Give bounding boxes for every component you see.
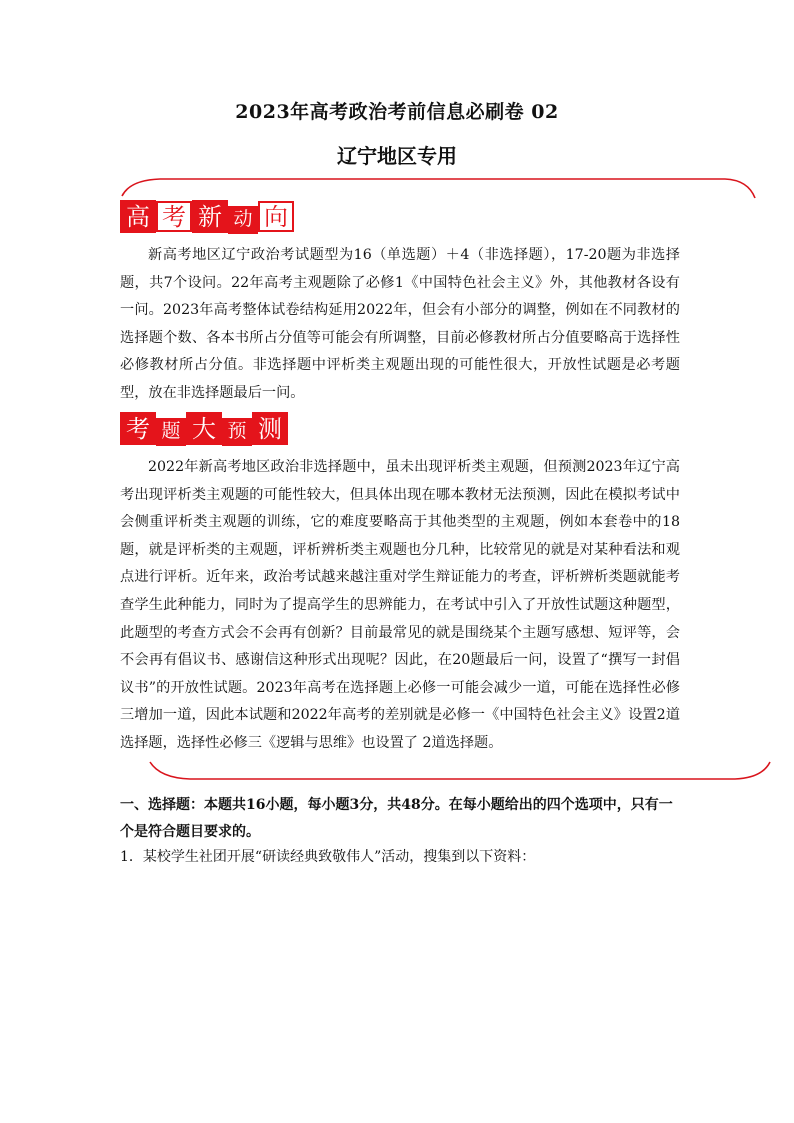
document-subtitle: 辽宁地区专用 [337, 144, 457, 168]
banner-gaokao-xin-dongxiang [120, 200, 294, 233]
question-1: 1．某校学生社团开展“研读经典致敬伟人”活动，搜集到以下资料： [120, 849, 536, 865]
banner-char: 新 [192, 200, 228, 233]
banner-kaoti-da-yuce [120, 412, 288, 445]
banner-char: 预 [222, 418, 252, 446]
banner-char: 考 [120, 412, 156, 445]
choice-section-heading: 一、选择题：本题共16小题，每小题3分，共48分。在每小题给出的四个选项中，只有一个是符合题目要求的。 [120, 797, 673, 840]
frame-top-curve [122, 179, 755, 198]
banner-char: 向 [258, 201, 294, 232]
document-title: 2023年高考政治考前信息必刷卷 02 [235, 101, 559, 123]
banner-char: 测 [252, 412, 288, 445]
banner-char: 题 [156, 418, 186, 446]
banner-char: 大 [186, 412, 222, 445]
banner-char: 考 [156, 201, 192, 232]
section2-paragraph: 2022年新高考地区政治非选择题中，虽未出现评析类主观题，但预测2023年辽宁高考出现评析类主观题的可能性较大，但具体出现在哪本教材无法预测，因此在模拟考试中会侧重评析类主观题的训练，它的难度要略高于其他类型的主观题，例如本套卷中的18题，就是评析类的主观题，评析辨析类主观题也分几种，比较常见的就是对某种看法和观点进行评析。近年来，政治考试越来越注重对学生辩证能力的考查，评析辨析类题就能考查学生此种能力，同时为了提高学生的思辨能力，在考试中引入了开放性试题这种题型，此题型的考查方式会不会再有创新？目前最常见的就是围绕某个主题写感想、短评等，会不会再有倡议书、感谢信这种形式出现呢？因此，在20题最后一问，设置了“撰写一封倡议书”的开放性试题。2023年高考在选择题上必修一可能会减少一道，可能在选择性必修三增加一道，因此本试题和2022年高考的差别就是必修一《中国特色社会主义》设置2道选择题，选择性必修三《逻辑与思维》也设置了 2道选择题。 [120, 459, 680, 751]
section1-paragraph: 新高考地区辽宁政治考试题型为16（单选题）＋4（非选择题），17-20题为非选择题，共7个设问。22年高考主观题除了必修1《中国特色社会主义》外，其他教材各设有一问。2023年高考整体试卷结构延用2022年，但会有小部分的调整，例如在不同教材的选择题个数、各本书所占分值等可能会有所调整，目前必修教材所占分值要略高于选择性必修教材所占分值。非选择题中评析类主观题出现的可能性很大，开放性试题是必考题型，放在非选择题最后一问。 [120, 247, 680, 401]
banner-char: 动 [228, 206, 258, 234]
frame-bottom-curve [150, 762, 770, 779]
banner-char: 高 [120, 200, 156, 233]
